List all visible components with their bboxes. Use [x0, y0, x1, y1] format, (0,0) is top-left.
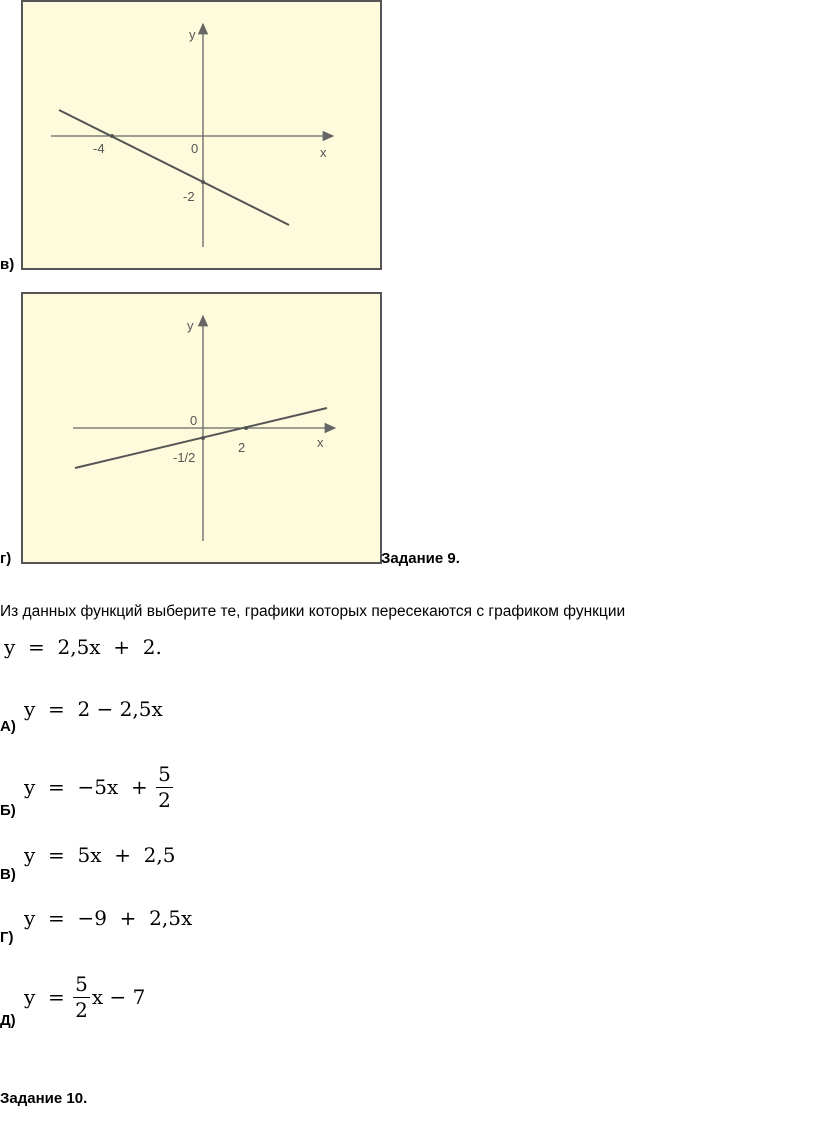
origin-label: 0: [191, 141, 199, 156]
option-b-numerator: 5: [158, 761, 171, 786]
figure-label-v: в): [0, 256, 15, 273]
option-g-formula: y = −9 + 2,5x: [24, 906, 193, 930]
point-x-intercept: [244, 426, 248, 430]
x-axis-label: x: [317, 435, 324, 450]
option-v-label: В): [0, 866, 16, 883]
y-axis-label: y: [187, 318, 194, 333]
option-b-label: Б): [0, 802, 16, 819]
task9-question: Из данных функций выберите те, графики которых пересекаются с графиком функции: [0, 603, 626, 620]
point-y-intercept: [201, 180, 205, 184]
option-b-formula: [24, 760, 175, 814]
tick-x-label: 2: [238, 440, 246, 455]
point-x-intercept: [110, 134, 114, 138]
graph-line: [59, 110, 289, 225]
option-d-formula: [24, 970, 145, 1024]
x-axis-label: x: [320, 145, 327, 160]
option-a-formula: y = 2 − 2,5x: [24, 697, 163, 721]
option-g-label: Г): [0, 929, 14, 946]
graph-v-svg: [23, 2, 380, 268]
option-b-denominator: 2: [158, 787, 171, 812]
option-d-rhs: x − 7: [91, 985, 146, 1009]
figure-label-g: г): [0, 550, 12, 567]
option-d-denominator: 2: [75, 997, 88, 1022]
tick-y-label: -1/2: [173, 450, 196, 465]
graph-figure-v: [21, 0, 382, 270]
option-d-fraction: [73, 971, 90, 1022]
task9-title: Задание 9.: [381, 550, 460, 567]
y-axis-label: y: [189, 27, 196, 42]
graph-g-svg: [23, 294, 380, 562]
option-b-fraction: [156, 761, 173, 812]
tick-x-label: -4: [93, 141, 105, 156]
option-a-label: А): [0, 718, 16, 735]
point-y-intercept: [201, 436, 205, 440]
option-d-numerator: 5: [75, 971, 88, 996]
option-d-lhs: y =: [24, 985, 72, 1009]
tick-y-label: -2: [183, 189, 195, 204]
option-b-lhs: y = −5x +: [24, 775, 155, 799]
task9-main-formula: y = 2,5x + 2.: [4, 635, 162, 659]
graph-figure-g: [21, 292, 382, 564]
option-d-label: Д): [0, 1012, 16, 1029]
origin-label: 0: [190, 413, 198, 428]
option-v-formula: y = 5x + 2,5: [24, 843, 176, 867]
task10-title: Задание 10.: [0, 1090, 88, 1107]
